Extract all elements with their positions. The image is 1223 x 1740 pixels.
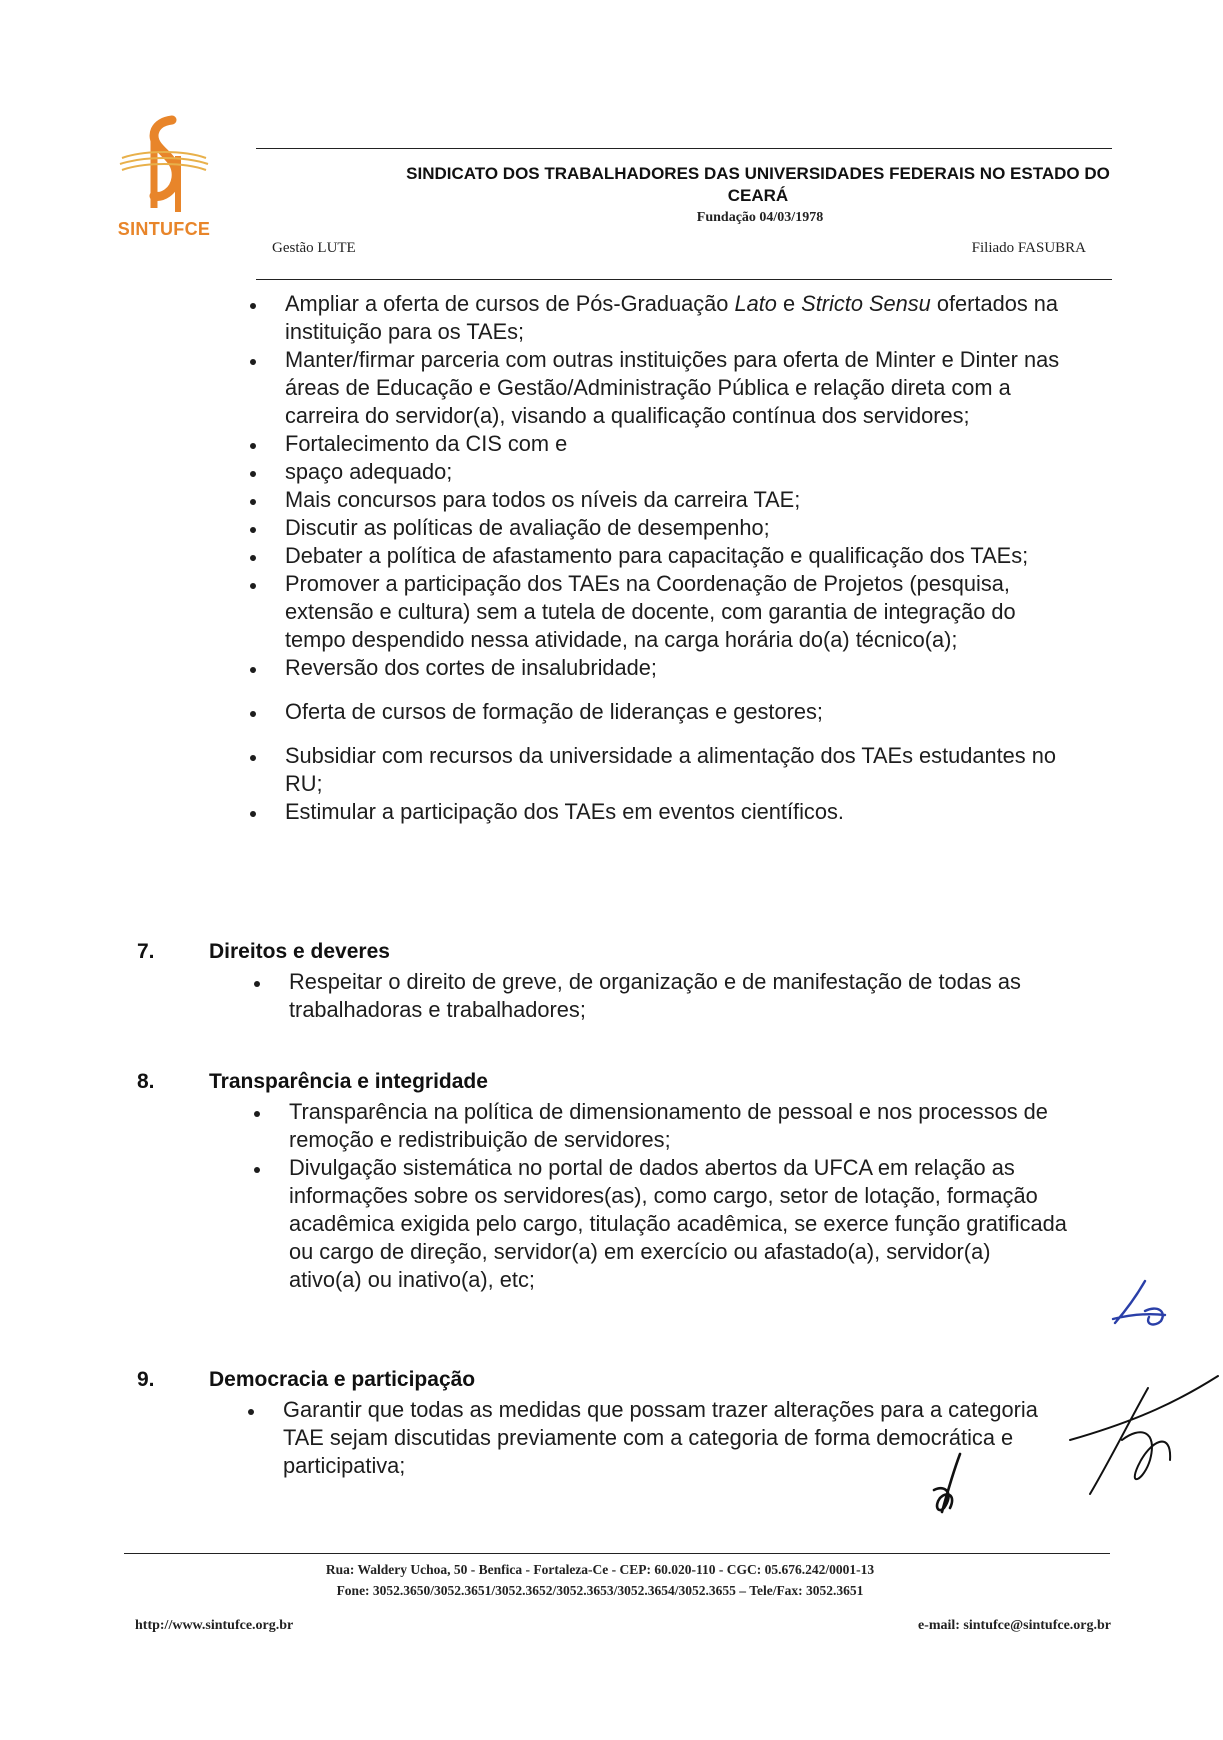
list-item: Transparência na política de dimensionamento de pessoal e nos processos de remoção e redistribuição de servidores; xyxy=(289,1098,1069,1154)
section-8-list xyxy=(289,1098,1069,1294)
footer-rule xyxy=(124,1553,1110,1554)
list-item: Divulgação sistemática no portal de dados abertos da UFCA em relação as informações sobre os servidores(as), como cargo, setor de lotação, formação acadêmica exigida pelo cargo, titulação acadêmica, se exerce função gratificada ou cargo de direção, servidor(a) em exercício ou afastado(a), servidor(a) ativo(a) ou inativo(a), etc; xyxy=(289,1154,1069,1294)
signature-icon xyxy=(1030,1370,1220,1500)
section-8-title: Transparência e integridade xyxy=(209,1070,488,1093)
list-item: Estimular a participação dos TAEs em eventos científicos. xyxy=(285,798,1065,826)
list-item: Garantir que todas as medidas que possam trazer alterações para a categoria TAE sejam discutidas previamente com a categoria de forma democrática e participativa; xyxy=(283,1396,1063,1480)
foundation-date: Fundação 04/03/1978 xyxy=(696,210,824,225)
gestao-label: Gestão LUTE xyxy=(272,240,356,256)
list-item: Ampliar a oferta de cursos de Pós-Graduação Lato e Stricto Sensu ofertados na instituição para os TAEs; xyxy=(285,290,1065,346)
list-item: Oferta de cursos de formação de lideranças e gestores; xyxy=(285,698,1065,726)
footer-address: Rua: Waldery Uchoa, 50 - Benfica - Fortaleza-Ce - CEP: 60.020-110 - CGC: 05.676.242/0001-13 xyxy=(325,1562,875,1577)
section-7-list xyxy=(289,968,1069,1024)
footer-website-link[interactable]: http://www.sintufce.org.br xyxy=(135,1618,294,1633)
section-7-title: Direitos e deveres xyxy=(209,940,390,963)
section-8-number: 8. xyxy=(137,1070,155,1093)
list-item: Subsidiar com recursos da universidade a alimentação dos TAEs estudantes no RU; xyxy=(285,742,1065,798)
section-9-title: Democracia e participação xyxy=(209,1368,476,1391)
footer-email-link[interactable]: e-mail: sintufce@sintufce.org.br xyxy=(917,1618,1111,1633)
header-top-rule xyxy=(256,148,1112,149)
logo-text: SINTUFCE xyxy=(117,219,211,239)
section-9-number: 9. xyxy=(137,1368,155,1391)
small-signature-icon xyxy=(920,1450,980,1520)
section-7-number: 7. xyxy=(137,940,155,963)
list-item: Discutir as políticas de avaliação de desempenho; xyxy=(285,514,1065,542)
organization-name: SINDICATO DOS TRABALHADORES DAS UNIVERSIDADES FEDERAIS NO ESTADO DO CEARÁ xyxy=(406,164,1110,205)
filiado-label: Filiado FASUBRA xyxy=(971,240,1086,256)
header-bottom-rule xyxy=(256,279,1112,280)
list-item: Promover a participação dos TAEs na Coordenação de Projetos (pesquisa, extensão e cultura) sem a tutela de docente, com garantia de integração do tempo despendido nessa atividade, na carga horária do(a) técnico(a); xyxy=(285,570,1065,654)
list-item: Manter/firmar parceria com outras instituições para oferta de Minter e Dinter nas áreas de Educação e Gestão/Administração Pública e relação direta com a carreira do servidor(a), visando a qualificação contínua dos servidores; xyxy=(285,346,1065,430)
list-item: Respeitar o direito de greve, de organização e de manifestação de todas as trabalhadoras e trabalhadores; xyxy=(289,968,1069,1024)
list-item: Fortalecimento da CIS com e xyxy=(285,430,1065,458)
initials-signature-icon xyxy=(1105,1275,1175,1335)
main-bullet-list xyxy=(285,290,1065,826)
list-item: Reversão dos cortes de insalubridade; xyxy=(285,654,1065,682)
list-item: Debater a política de afastamento para capacitação e qualificação dos TAEs; xyxy=(285,542,1065,570)
list-item: spaço adequado; xyxy=(285,458,1065,486)
list-item: Mais concursos para todos os níveis da carreira TAE; xyxy=(285,486,1065,514)
footer-phone: Fone: 3052.3650/3052.3651/3052.3652/3052.3653/3052.3654/3052.3655 – Tele/Fax: 3052.3651 xyxy=(336,1583,864,1598)
